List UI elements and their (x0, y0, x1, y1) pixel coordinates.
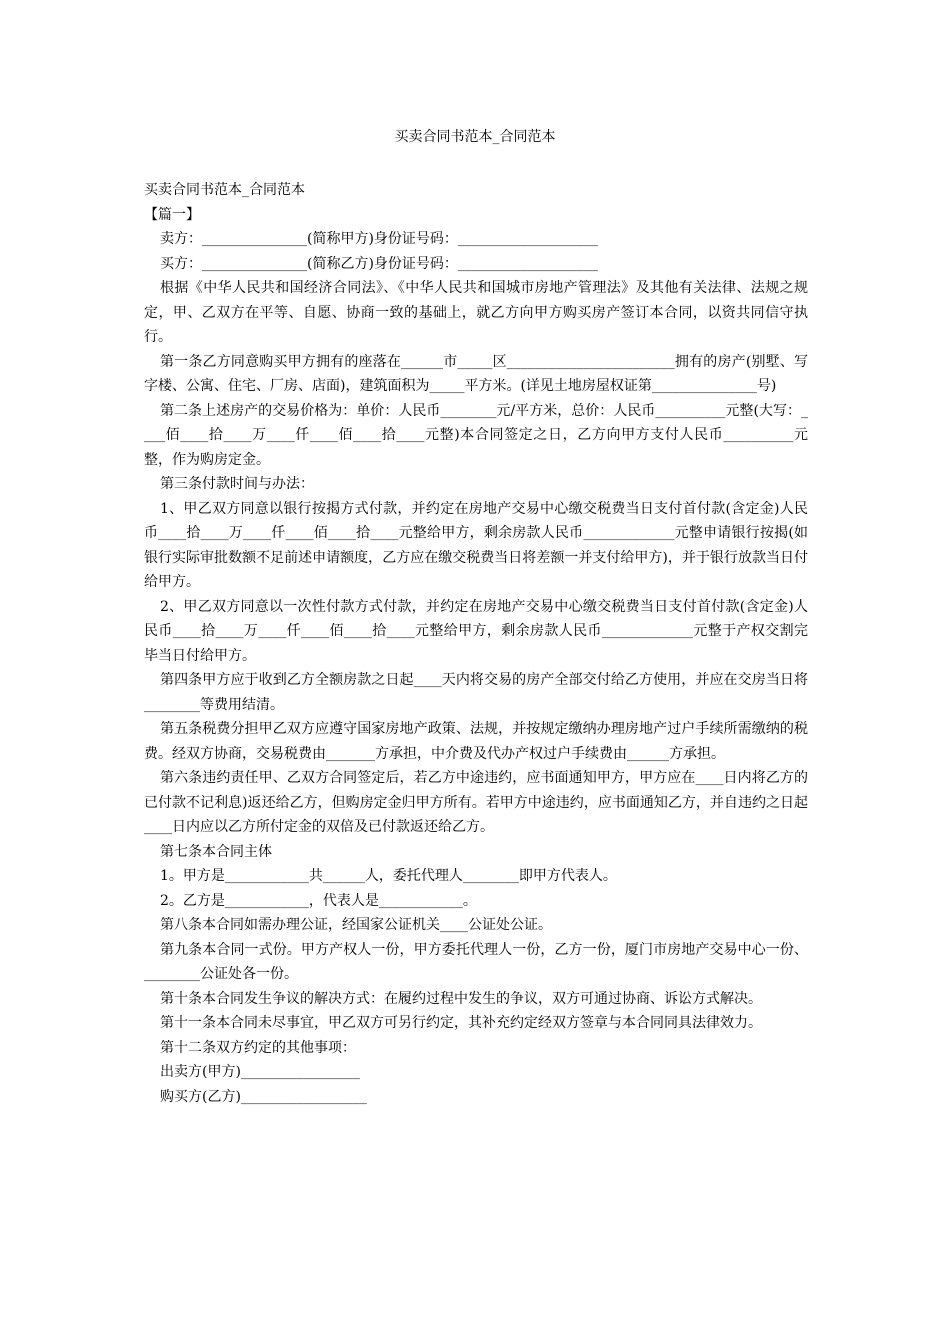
article-11: 第十一条本合同未尽事宜，甲乙双方可另行约定，其补充约定经双方签章与本合同同具法律效力。 (160, 1015, 762, 1031)
seller-line: 卖方：_______________(简称甲方)身份证号码：____________________ (160, 231, 598, 247)
article-3-clause-2: 2、甲乙双方同意以一次性付款方式付款，并约定在房地产交易中心缴交税费当日支付首付款(含定金)人民币____拾____万____仟____佰____拾____元整给甲方，剩余房款人民币_____________元整于产权交割完毕当日付给甲方。 (144, 598, 808, 664)
buyer-line: 买方：_______________(简称乙方)身份证号码：____________________ (160, 255, 598, 272)
article-2: 第二条上述房产的交易价格为：单价：人民币________元/平方米，总价：人民币__________元整(大写：____佰____拾____万____仟____佰____拾____元整)本合同签定之日，乙方向甲方支付人民币__________元整，作为购房定金。 (144, 402, 808, 468)
article-5: 第五条税费分担甲乙双方应遵守国家房地产政策、法规，并按规定缴纳办理房地产过户手续所需缴纳的税费。经双方协商，交易税费由_______方承担，中介费及代办产权过户手续费由______方承担。 (144, 721, 808, 762)
article-12: 第十二条双方约定的其他事项： (160, 1039, 356, 1056)
article-9: 第九条本合同一式份。甲方产权人一份，甲方委托代理人一份，乙方一份，厦门市房地产交易中心一份、________公证处各一份。 (144, 941, 808, 982)
article-10: 第十条本合同发生争议的解决方式：在履约过程中发生的争议，双方可通过协商、诉讼方式解决。 (160, 990, 762, 1007)
buyer-signature-line: 购买方(乙方)__________________ (160, 1088, 367, 1105)
article-3-heading: 第三条付款时间与办法： (160, 476, 314, 492)
document-title: 买卖合同书范本_合同范本 (394, 129, 556, 145)
document-subtitle: 买卖合同书范本_合同范本 (144, 182, 305, 198)
seller-signature-line: 出卖方(甲方)_________________ (160, 1064, 360, 1080)
article-4: 第四条甲方应于收到乙方全额房款之日起____天内将交易的房产全部交付给乙方使用，并应在交房当日将________等费用结清。 (144, 672, 808, 713)
document-body (144, 178, 808, 1109)
article-7-heading: 第七条本合同主体 (160, 843, 272, 860)
section-label: 【篇一】 (144, 206, 200, 223)
article-3-clause-1: 1、甲乙双方同意以银行按揭方式付款，并约定在房地产交易中心缴交税费当日支付首付款(含定金)人民币____拾____万____仟____佰____拾____元整给甲方，剩余房款人民币_____________元整申请银行按揭(如银行实际审批数额不足前述申请额度，乙方应在缴交税费当日将差额一并支付给甲方)，并于银行放款当日付给甲方。 (144, 500, 808, 590)
article-7-item-2: 2。乙方是____________，代表人是____________。 (160, 892, 477, 909)
article-1: 第一条乙方同意购买甲方拥有的座落在______市_____区________________________拥有的房产(别墅、写字楼、公寓、住宅、厂房、店面)，建筑面积为_____平方米。(详见土地房屋权证第_______________号) (144, 353, 808, 394)
article-7-item-1: 1。甲方是____________共______人，委托代理人________即甲方代表人。 (160, 868, 617, 884)
article-8: 第八条本合同如需办理公证，经国家公证机关____公证处公证。 (160, 917, 552, 933)
article-6: 第六条违约责任甲、乙双方合同签定后，若乙方中途违约，应书面通知甲方，甲方应在____日内将乙方的已付款不记利息)返还给乙方，但购房定金归甲方所有。若甲方中途违约，应书面通知乙方，并自违约之日起____日内应以乙方所付定金的双倍及已付款返还给乙方。 (144, 770, 808, 835)
preamble-paragraph: 根据《中华人民共和国经济合同法》、《中华人民共和国城市房地产管理法》及其他有关法律、法规之规定，甲、乙双方在平等、自愿、协商一致的基础上，就乙方向甲方购买房产签订本合同，以资共同信守执行。 (144, 280, 808, 345)
